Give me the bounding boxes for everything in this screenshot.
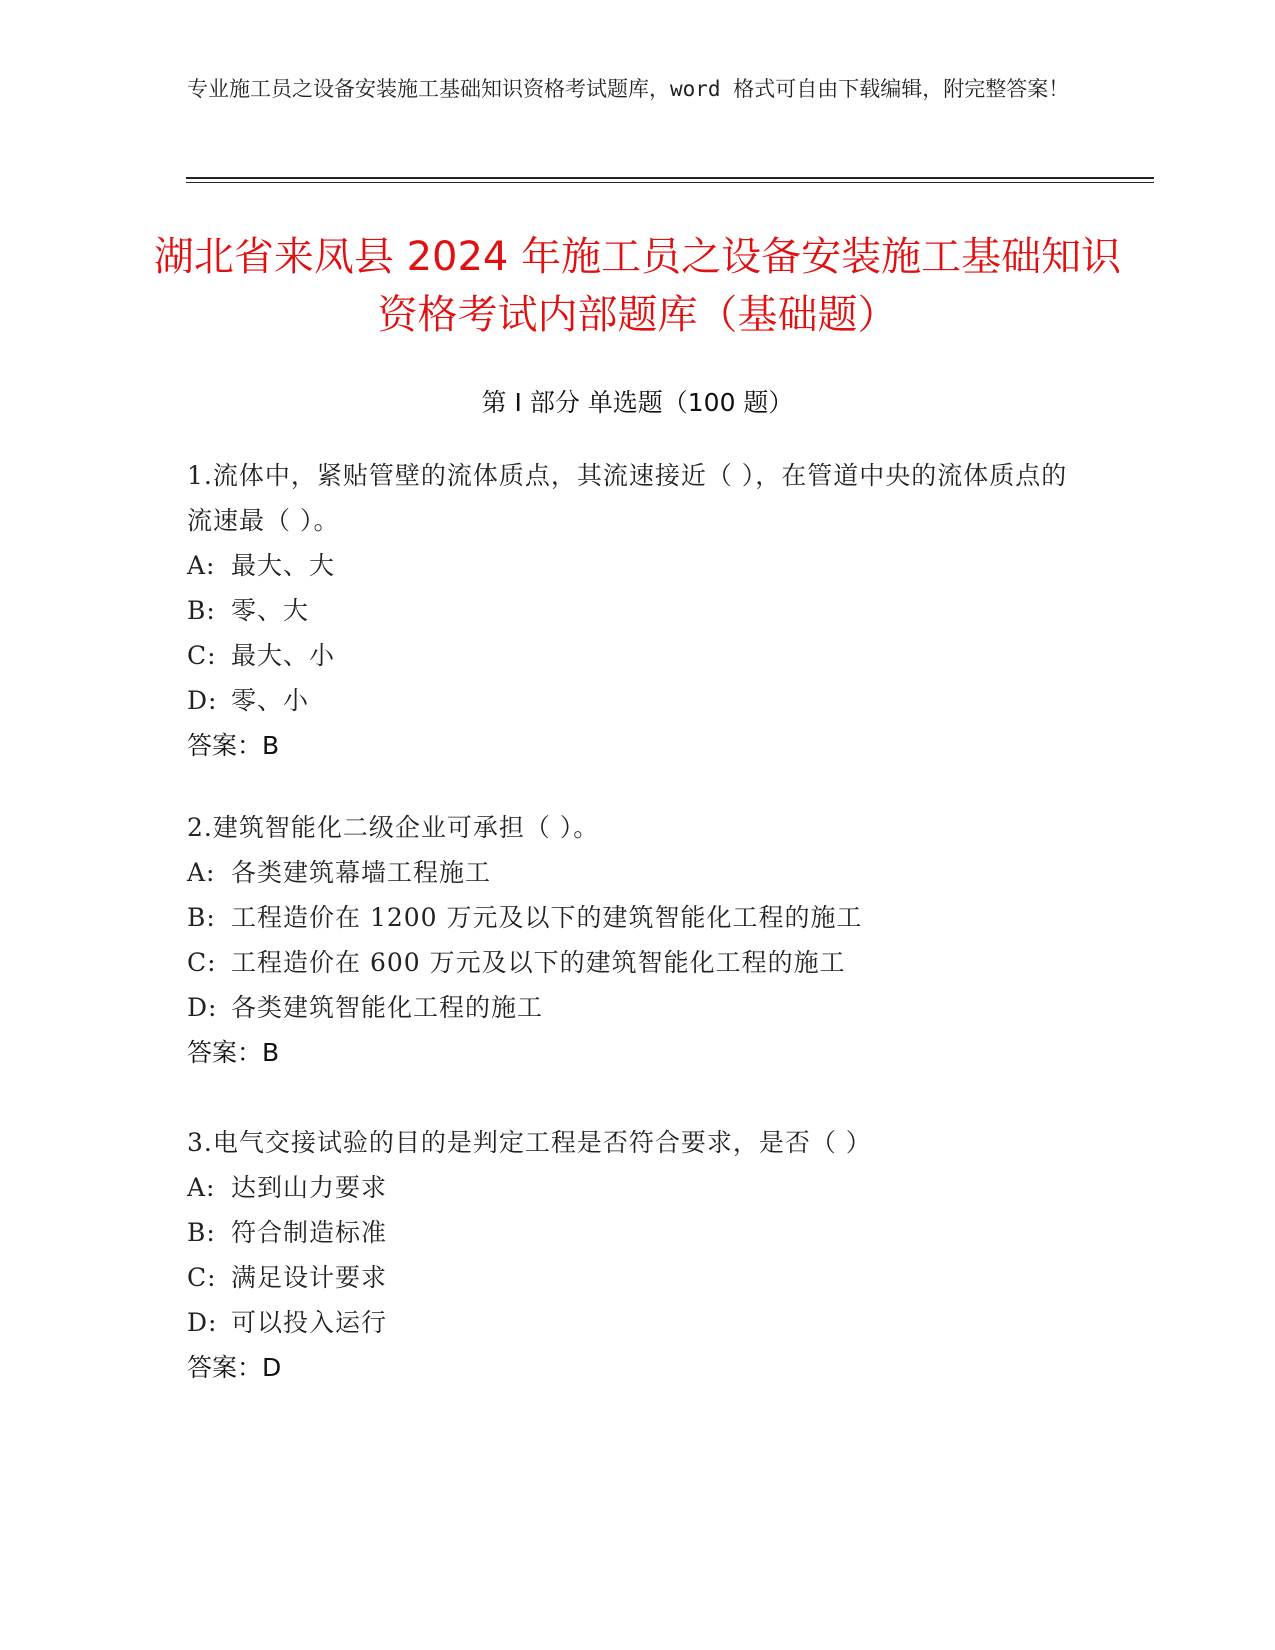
option-text: 最大、大	[231, 551, 336, 580]
header-divider-thin	[186, 182, 1154, 183]
option-d	[187, 678, 1087, 723]
option-b	[187, 588, 1087, 633]
option-c	[187, 940, 1087, 985]
option-key: C:	[187, 641, 217, 670]
option-text: 各类建筑智能化工程的施工	[231, 993, 544, 1022]
option-key: B:	[187, 1218, 216, 1247]
answer: 答案：B	[187, 731, 280, 760]
option-key: C:	[187, 1263, 217, 1292]
option-text: 达到山力要求	[231, 1173, 388, 1202]
option-text: 最大、小	[231, 641, 336, 670]
option-b	[187, 1210, 1087, 1255]
answer: 答案：B	[187, 1038, 280, 1067]
option-key: A:	[187, 551, 216, 580]
option-text: 可以投入运行	[231, 1308, 388, 1337]
answer: 答案：D	[187, 1353, 282, 1382]
option-d	[187, 985, 1087, 1030]
option-a	[187, 850, 1087, 895]
option-text: 符合制造标准	[231, 1218, 388, 1247]
option-key: B:	[187, 596, 216, 625]
option-c	[187, 1255, 1087, 1300]
option-key: D:	[187, 1308, 218, 1337]
option-d	[187, 1300, 1087, 1345]
option-key: A:	[187, 858, 216, 887]
option-key: B:	[187, 903, 216, 932]
option-key: A:	[187, 1173, 216, 1202]
document-title: 湖北省来凤县 2024 年施工员之设备安装施工基础知识资格考试内部题库（基础题）	[153, 234, 1122, 338]
section-title: 第 I 部分 单选题（100 题）	[481, 388, 794, 417]
option-key: D:	[187, 993, 218, 1022]
question-3	[187, 1120, 1087, 1390]
option-key: D:	[187, 686, 218, 715]
option-a	[187, 543, 1087, 588]
header-divider-thick	[186, 177, 1154, 179]
option-text: 工程造价在 1200 万元及以下的建筑智能化工程的施工	[231, 903, 863, 932]
header-note: 专业施工员之设备安装施工基础知识资格考试题库，word 格式可自由下载编辑，附完整答案！	[187, 77, 1070, 101]
option-text: 工程造价在 600 万元及以下的建筑智能化工程的施工	[231, 948, 846, 977]
option-c	[187, 633, 1087, 678]
option-text: 零、大	[231, 596, 310, 625]
question-stem: 1.流体中，紧贴管壁的流体质点，其流速接近（ ），在管道中央的流体质点的流速最（ ）。	[187, 461, 1068, 535]
option-text: 各类建筑幕墙工程施工	[231, 858, 492, 887]
question-2	[187, 805, 1087, 1075]
option-text: 满足设计要求	[231, 1263, 388, 1292]
option-a	[187, 1165, 1087, 1210]
option-b	[187, 895, 1087, 940]
option-key: C:	[187, 948, 217, 977]
option-text: 零、小	[231, 686, 310, 715]
question-stem: 3.电气交接试验的目的是判定工程是否符合要求，是否（ ）	[187, 1128, 872, 1157]
question-1	[187, 453, 1087, 768]
question-stem: 2.建筑智能化二级企业可承担（ ）。	[187, 813, 600, 842]
